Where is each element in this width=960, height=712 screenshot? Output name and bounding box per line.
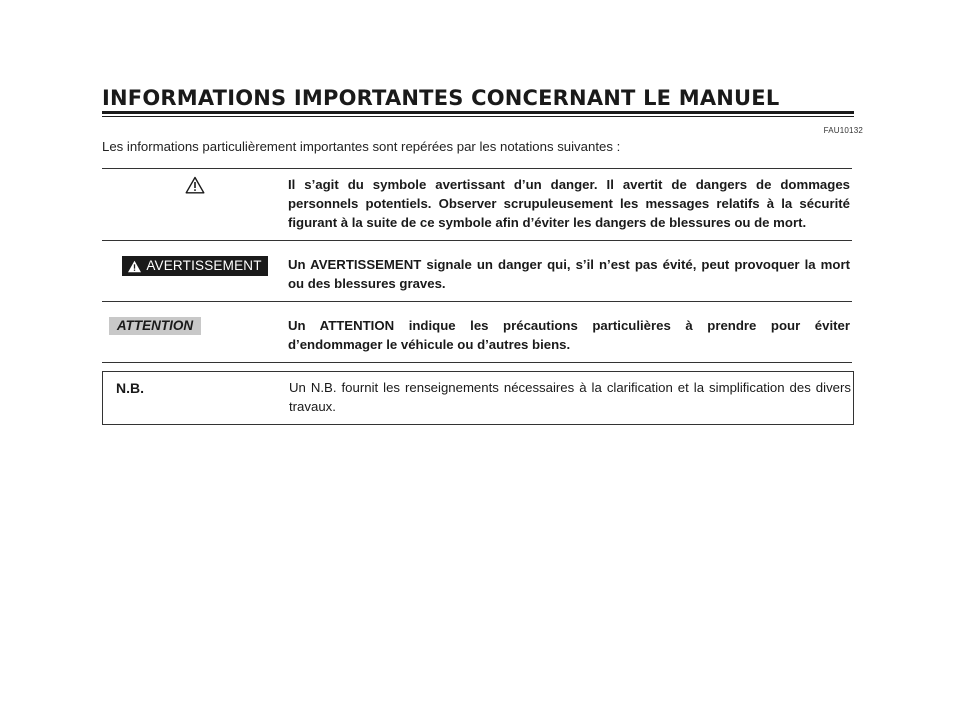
notation-note [102, 371, 854, 425]
notation-warning [102, 249, 852, 302]
title-rule [102, 111, 854, 114]
notation-danger [102, 168, 852, 241]
warning-symbol-cell [102, 255, 288, 293]
note-label: N.B. [116, 380, 144, 396]
document-code: FAU10132 [823, 126, 863, 135]
warning-badge-label: AVERTISSEMENT [146, 258, 262, 273]
warning-triangle-icon [185, 176, 205, 194]
danger-symbol-cell [102, 175, 288, 232]
notations-list [102, 168, 852, 425]
page-title: INFORMATIONS IMPORTANTES CONCERNANT LE MANUEL [102, 86, 780, 110]
note-symbol-cell [103, 378, 289, 416]
warning-badge [122, 256, 267, 276]
attention-description: Un ATTENTION indique les précautions particulières à prendre pour éviter d’endommager le véhicule ou d’autres biens. [288, 318, 850, 352]
warning-description: Un AVERTISSEMENT signale un danger qui, s’il n’est pas évité, peut provoquer la mort ou des blessures graves. [288, 257, 850, 291]
note-description: Un N.B. fournit les renseignements nécessaires à la clarification et la simplification des divers travaux. [289, 380, 851, 414]
title-rule-thin [102, 116, 854, 117]
notation-attention [102, 310, 852, 363]
danger-description: Il s’agit du symbole avertissant d’un danger. Il avertit de dangers de dommages personnels potentiels. Observer scrupuleusement les messages relatifs à la sécurité figurant à la suite de ce symbole afin d’éviter les dangers de blessures ou de mort. [288, 177, 850, 230]
attention-badge: ATTENTION [109, 317, 201, 335]
intro-text: Les informations particulièrement importantes sont repérées par les notations suivantes : [102, 139, 621, 154]
attention-symbol-cell [102, 316, 288, 354]
warning-triangle-icon [127, 260, 142, 273]
